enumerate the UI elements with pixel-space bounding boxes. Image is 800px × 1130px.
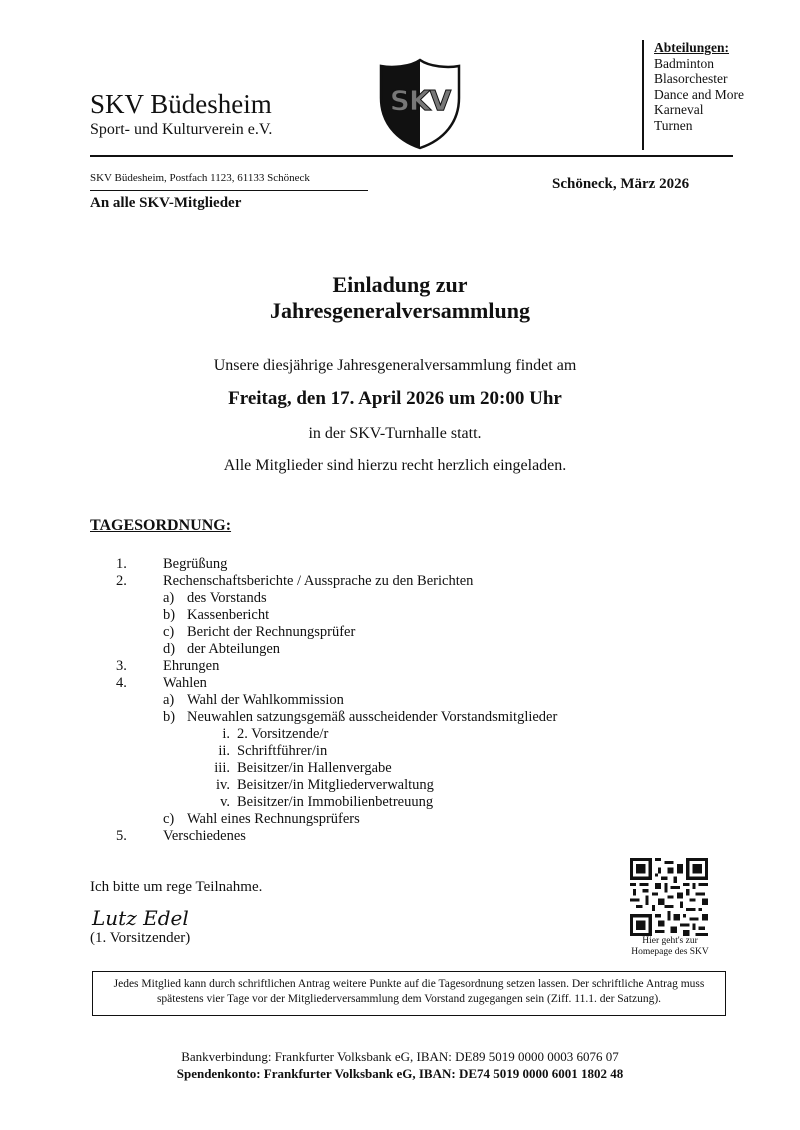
intro-text: Unsere diesjährige Jahresgeneralversammlung findet am: [213, 357, 577, 374]
agenda-sub-marker: a): [163, 590, 175, 606]
qr-caption: [610, 936, 730, 958]
departments-box: [642, 40, 752, 150]
agenda-sub-item: Wahl der Wahlkommission: [187, 692, 344, 708]
agenda-item: Rechenschaftsberichte / Aussprache zu den Berichten: [163, 573, 474, 589]
page-title: [0, 272, 800, 324]
qr-caption-line-1: Hier geht's zur: [642, 936, 698, 946]
agenda-item: Verschiedenes: [163, 828, 246, 844]
agenda-roman-marker: v.: [220, 794, 230, 810]
agenda-sub-marker: b): [163, 709, 176, 725]
agenda-heading: TAGESORDNUNG:: [90, 517, 232, 534]
agenda-sub-item: der Abteilungen: [187, 641, 281, 657]
agenda-roman-item: Beisitzer/in Hallenvergabe: [237, 760, 392, 776]
department-item: Badminton: [654, 55, 714, 71]
agenda-sub-item: Bericht der Rechnungsprüfer: [187, 624, 356, 640]
sender-address: SKV Büdesheim, Postfach 1123, 61133 Schöneck: [90, 172, 310, 184]
agenda-sub-marker: a): [163, 692, 175, 708]
signer-role: (1. Vorsitzender): [90, 930, 191, 946]
agenda-sub-item: Kassenbericht: [187, 607, 270, 623]
meeting-location: in der SKV-Turnhalle statt.: [308, 425, 482, 442]
invitation-text: Alle Mitglieder sind hierzu recht herzlich eingeladen.: [223, 457, 567, 474]
org-name: SKV Büdesheim: [90, 89, 272, 119]
closing-text: Ich bitte um rege Teilnahme.: [90, 879, 263, 895]
agenda-item: Begrüßung: [163, 556, 228, 572]
agenda-roman-marker: iv.: [216, 777, 230, 793]
department-item: Karneval: [654, 102, 704, 118]
signature: Lutz Edel: [92, 906, 189, 930]
agenda-roman-item: Beisitzer/in Mitgliederverwaltung: [237, 777, 434, 793]
agenda-roman-item: 2. Vorsitzende/r: [237, 726, 329, 742]
qr-code[interactable]: [630, 858, 708, 936]
department-item: Dance and More: [654, 86, 744, 102]
notice-box: Jedes Mitglied kann durch schriftlichen Antrag weitere Punkte auf die Tagesordnung setzen lassen. Der schriftliche Antrag muss spätestens vier Tage vor der Mitgliederversammlung dem Vorstand zugegangen sein (Ziff. 11.1. der Satzung).: [92, 971, 726, 1016]
agenda-sub-marker: c): [163, 811, 175, 827]
agenda-roman-item: Beisitzer/in Immobilienbetreuung: [237, 794, 434, 810]
departments-title: Abteilungen:: [654, 40, 730, 55]
agenda-number: 5.: [116, 828, 127, 844]
agenda-item: Ehrungen: [163, 658, 220, 674]
footer: [0, 1048, 800, 1082]
header-divider: [90, 155, 733, 157]
title-line-1: Einladung zur: [332, 272, 468, 297]
agenda-sub-item: des Vorstands: [187, 590, 267, 606]
bank-details: Bankverbindung: Frankfurter Volksbank eG, IBAN: DE89 5019 0000 0003 6076 07: [181, 1049, 619, 1064]
club-logo: [378, 58, 462, 150]
qr-caption-line-2: Homepage des SKV: [631, 947, 709, 957]
recipients: An alle SKV-Mitglieder: [90, 195, 242, 211]
agenda-roman-item: Schriftführer/in: [237, 743, 328, 759]
agenda-item: Wahlen: [163, 675, 207, 691]
org-subtitle: Sport- und Kulturverein e.V.: [90, 121, 273, 138]
agenda-number: 2.: [116, 573, 127, 589]
agenda-sub-item: Neuwahlen satzungsgemäß ausscheidender Vorstandsmitglieder: [187, 709, 558, 725]
meeting-date: Freitag, den 17. April 2026 um 20:00 Uhr: [228, 388, 562, 409]
agenda-sub-marker: b): [163, 607, 176, 623]
agenda-roman-marker: iii.: [214, 760, 230, 776]
sender-underline: [90, 190, 368, 191]
agenda-sub-marker: c): [163, 624, 175, 640]
department-item: Turnen: [654, 117, 693, 133]
agenda-roman-marker: ii.: [218, 743, 230, 759]
agenda-number: 4.: [116, 675, 127, 691]
title-line-2: Jahresgeneralversammlung: [270, 298, 530, 323]
agenda-number: 1.: [116, 556, 127, 572]
agenda-number: 3.: [116, 658, 127, 674]
logo-text: SKV: [389, 84, 451, 117]
agenda-roman-marker: i.: [222, 726, 230, 742]
department-item: Blasorchester: [654, 71, 728, 87]
donation-account: Spendenkonto: Frankfurter Volksbank eG, IBAN: DE74 5019 0000 6001 1802 48: [176, 1066, 624, 1081]
agenda-sub-marker: d): [163, 641, 176, 657]
agenda-sub-item: Wahl eines Rechnungsprüfers: [187, 811, 360, 827]
place-date: Schöneck, März 2026: [552, 176, 690, 192]
